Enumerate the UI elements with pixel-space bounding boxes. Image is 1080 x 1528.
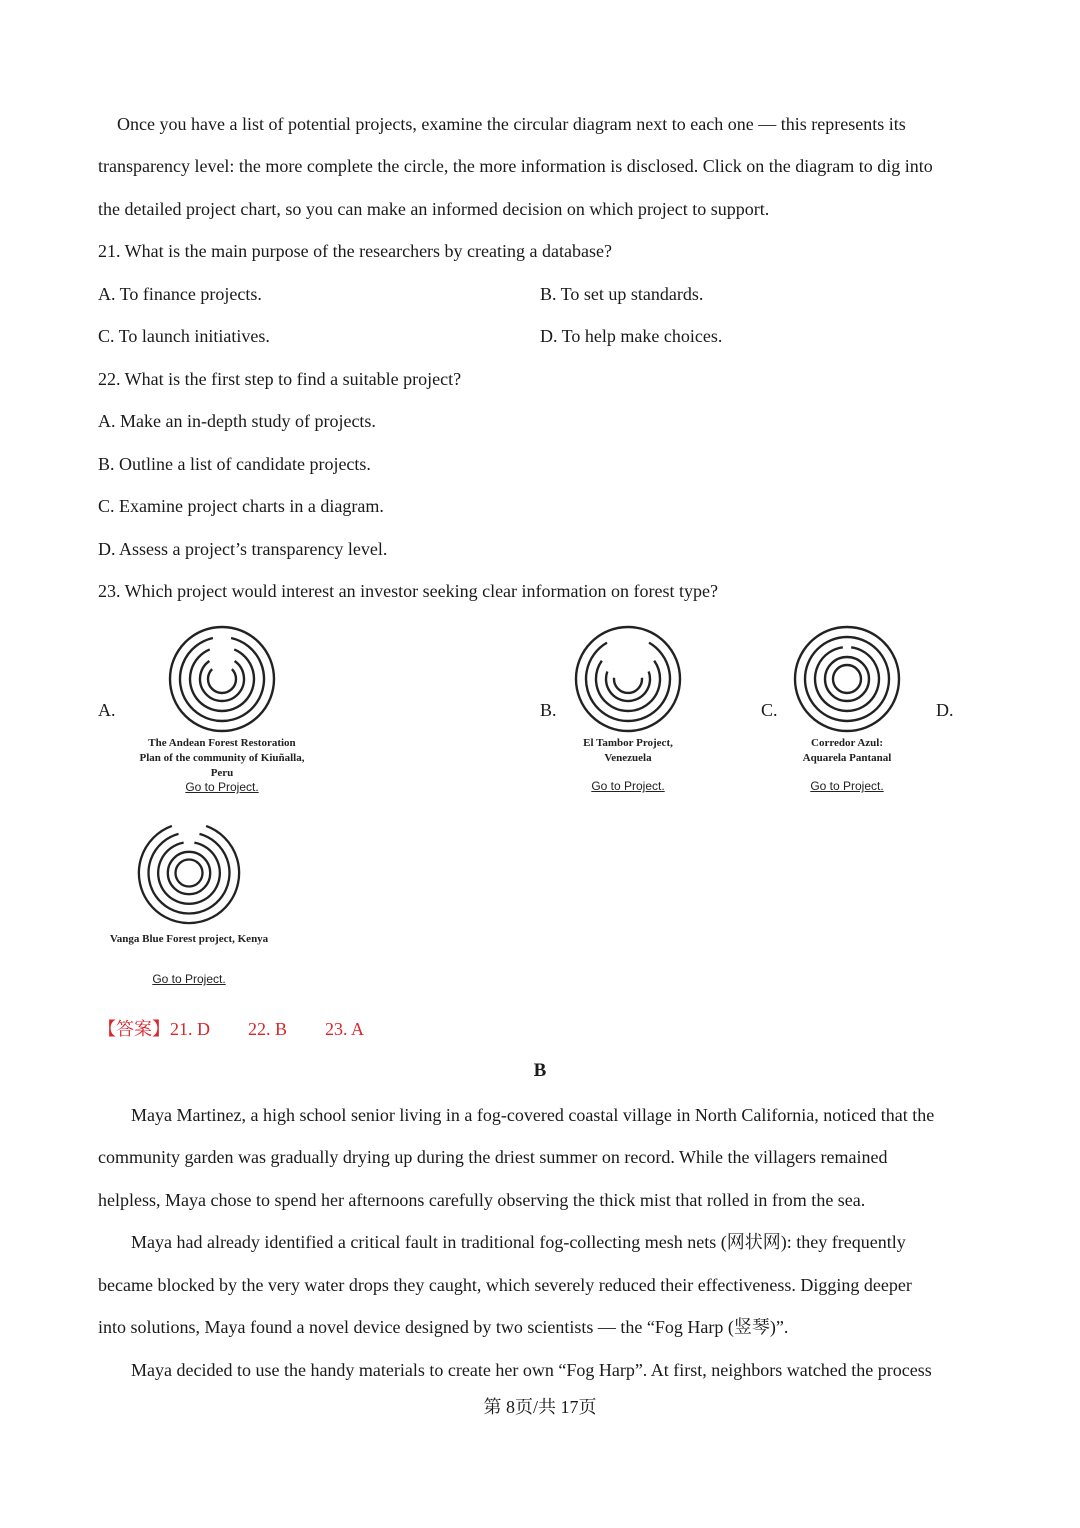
ring-arc bbox=[180, 638, 264, 721]
project-name: Corredor Azul: Aquarela Pantanal bbox=[802, 737, 892, 764]
question-22: 22. What is the first step to find a suitable project? bbox=[98, 369, 462, 389]
project-card-el-tambor bbox=[560, 624, 696, 800]
option-23-d-letter: D. bbox=[936, 700, 954, 720]
passage-line: Maya had already identified a critical fault in traditional fog-collecting mesh nets (网状网): they frequently bbox=[131, 1232, 906, 1252]
ring bbox=[795, 627, 899, 731]
passage-line: helpless, Maya chose to spend her afternoons carefully observing the thick mist that rolled in from the sea. bbox=[98, 1190, 866, 1210]
project-card-andean bbox=[120, 624, 324, 800]
transparency-diagram-icon[interactable] bbox=[573, 624, 683, 734]
option-22-b: B. Outline a list of candidate projects. bbox=[98, 454, 371, 474]
ring bbox=[576, 627, 680, 731]
paragraph-line: the detailed project chart, so you can make an informed decision on which project to support. bbox=[98, 199, 770, 219]
passage-line: became blocked by the very water drops they caught, which severely reduced their effectiveness. Digging deeper bbox=[98, 1275, 912, 1295]
transparency-diagram-icon[interactable] bbox=[136, 820, 242, 926]
ring-arc bbox=[614, 678, 642, 693]
option-21-b: B. To set up standards. bbox=[540, 284, 704, 304]
project-card-corredor-azul bbox=[779, 624, 915, 800]
answer-22: 22. B bbox=[248, 1019, 288, 1039]
ring-arc bbox=[208, 669, 236, 693]
passage-line: Maya decided to use the handy materials to create her own “Fog Harp”. At first, neighbors watched the process bbox=[131, 1360, 932, 1380]
answer-23: 23. A bbox=[325, 1019, 365, 1039]
option-23-a-letter: A. bbox=[98, 700, 116, 720]
page-footer: 第 8页/共 17页 bbox=[483, 1397, 597, 1417]
section-heading: B bbox=[533, 1060, 547, 1081]
question-21: 21. What is the main purpose of the researchers by creating a database? bbox=[98, 241, 612, 261]
ring-arc bbox=[139, 826, 239, 923]
ring bbox=[168, 852, 210, 894]
ring bbox=[833, 665, 861, 693]
project-name: Vanga Blue Forest project, Kenya bbox=[109, 933, 269, 945]
paragraph-line: transparency level: the more complete the circle, the more information is disclosed. Click on the diagram to dig into bbox=[98, 156, 933, 176]
passage-line: Maya Martinez, a high school senior living in a fog-covered coastal village in North California, noticed that the bbox=[131, 1105, 935, 1125]
question-23: 23. Which project would interest an investor seeking clear information on forest type? bbox=[98, 581, 718, 601]
ring-arc bbox=[596, 661, 660, 711]
option-21-d: D. To help make choices. bbox=[540, 326, 723, 346]
option-22-a: A. Make an in-depth study of projects. bbox=[98, 411, 376, 431]
passage-line: into solutions, Maya found a novel device designed by two scientists — the “Fog Harp (竖琴)”. bbox=[98, 1317, 789, 1337]
ring-arc bbox=[586, 643, 670, 721]
ring bbox=[176, 860, 203, 887]
option-22-d: D. Assess a project’s transparency level. bbox=[98, 539, 388, 559]
ring bbox=[805, 637, 889, 721]
project-card-vanga bbox=[100, 820, 278, 992]
project-name: El Tambor Project, Venezuela bbox=[583, 737, 673, 764]
go-to-project-link[interactable]: Go to Project. bbox=[810, 779, 884, 793]
ring-arc bbox=[200, 661, 244, 701]
option-23-b-letter: B. bbox=[540, 700, 557, 720]
answer-line bbox=[98, 1017, 364, 1041]
option-21-c: C. To launch initiatives. bbox=[98, 326, 270, 346]
passage-line: community garden was gradually drying up during the driest summer on record. While the villagers remained bbox=[98, 1147, 888, 1167]
go-to-project-link[interactable]: Go to Project. bbox=[185, 780, 259, 794]
answer-21: 【答案】21. D bbox=[98, 1019, 210, 1039]
ring bbox=[170, 627, 274, 731]
transparency-diagram-icon[interactable] bbox=[167, 624, 277, 734]
option-22-c: C. Examine project charts in a diagram. bbox=[98, 496, 384, 516]
paragraph-line: Once you have a list of potential projects, examine the circular diagram next to each one — this represents its bbox=[117, 114, 906, 134]
go-to-project-link[interactable]: Go to Project. bbox=[591, 779, 665, 793]
ring-arc bbox=[149, 834, 230, 914]
transparency-diagram-icon[interactable] bbox=[792, 624, 902, 734]
ring bbox=[825, 657, 869, 701]
project-name: The Andean Forest Restoration Plan of the community of Kiuñalla, Peru bbox=[139, 737, 305, 779]
ring-arc bbox=[606, 671, 650, 701]
go-to-project-link[interactable]: Go to Project. bbox=[152, 972, 226, 986]
option-23-c-letter: C. bbox=[761, 700, 778, 720]
option-21-a: A. To finance projects. bbox=[98, 284, 262, 304]
